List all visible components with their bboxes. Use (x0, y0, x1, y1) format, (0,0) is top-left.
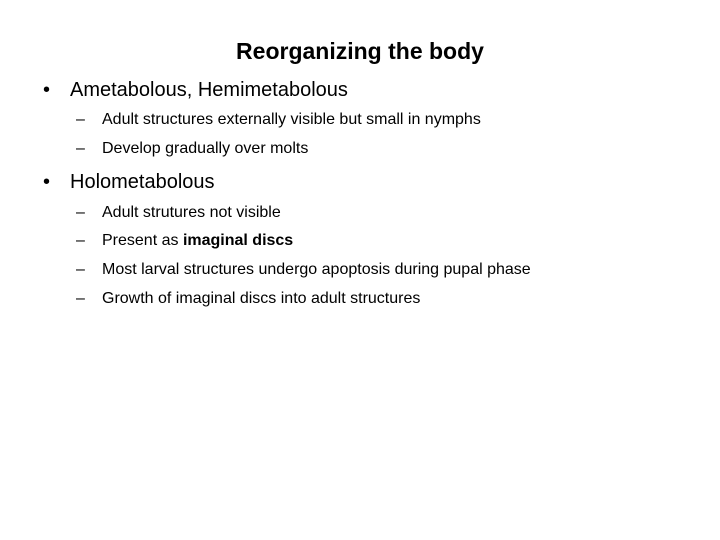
dash-icon: – (76, 232, 85, 249)
bullet-icon: • (43, 171, 51, 193)
dash-icon: – (76, 290, 85, 307)
dash-icon: – (76, 140, 85, 157)
bullet-icon: • (43, 79, 51, 101)
dash-icon: – (76, 261, 85, 278)
list-item-prefix: Present as (102, 232, 183, 249)
list-item-text (102, 230, 293, 252)
list-item-text: Growth of imaginal discs into adult structures (102, 290, 421, 307)
section-heading-text: Holometabolous (70, 171, 215, 193)
dash-icon: – (76, 204, 85, 221)
imaginal-discs-emphasis: imaginal discs (182, 232, 294, 249)
section-heading-text: Ametabolous, Hemimetabolous (70, 79, 348, 101)
dash-icon: – (76, 111, 85, 128)
list-item-text: Most larval structures undergo apoptosis during pupal phase (102, 261, 531, 278)
list-item-text: Adult strutures not visible (102, 204, 281, 221)
slide-title: Reorganizing the body (236, 38, 484, 64)
list-item-text: Adult structures externally visible but small in nymphs (102, 111, 481, 128)
list-item-text: Develop gradually over molts (102, 140, 309, 157)
